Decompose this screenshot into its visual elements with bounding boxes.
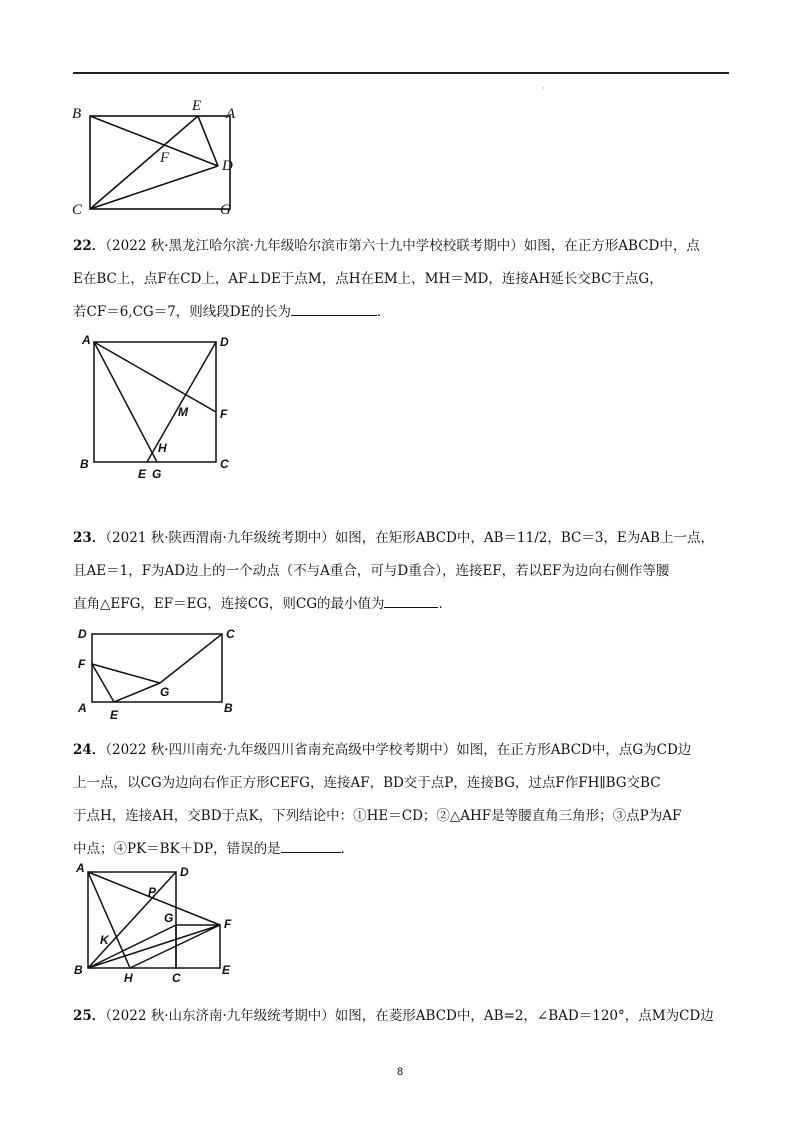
q22-line2: E在BC上，点F在CD上，AF⊥DE于点M，点H在EM上，MH＝MD，连接AH延长交BC于点G， bbox=[73, 271, 663, 287]
header-rule bbox=[73, 72, 729, 74]
scan-mark: · bbox=[542, 84, 545, 93]
label-h: H bbox=[158, 441, 167, 455]
q23-number: 23． bbox=[73, 530, 106, 546]
label-k: K bbox=[100, 933, 109, 947]
label-d: D bbox=[222, 158, 233, 174]
q23-text3: 直角△EFG，EF＝EG，连接CG，则CG的最小值为 bbox=[73, 596, 385, 612]
q22-line1 bbox=[73, 230, 733, 263]
label-m: M bbox=[178, 405, 188, 419]
question-25 bbox=[73, 1000, 733, 1033]
label-f: F bbox=[78, 657, 86, 671]
label-b: B bbox=[74, 963, 83, 977]
label-d: D bbox=[220, 335, 229, 349]
label-a: A bbox=[226, 106, 236, 122]
q24-line2: 上一点，以CG为边向右作正方形CEFG，连接AF，BD交于点P，连接BG，过点F作FH∥BG交BC bbox=[73, 775, 661, 791]
q24-number: 24． bbox=[73, 742, 106, 758]
figure-q21 bbox=[68, 96, 248, 221]
q22-source: （2022 秋·黑龙江哈尔滨·九年级哈尔滨市第六十九中学校校联考期中） bbox=[105, 238, 524, 254]
label-b: B bbox=[72, 106, 82, 122]
label-g: G bbox=[164, 911, 174, 925]
label-g: G bbox=[152, 467, 162, 481]
label-e: E bbox=[222, 963, 231, 977]
label-e: E bbox=[138, 467, 147, 481]
q23-line1 bbox=[73, 522, 733, 555]
q23-text1: 如图，在矩形ABCD中，AB＝11/2，BC＝3，E为AB上一点， bbox=[334, 530, 714, 546]
figure-q24 bbox=[72, 862, 252, 987]
label-d: D bbox=[180, 865, 189, 879]
q25-source: （2022 秋·山东济南·九年级统考期中） bbox=[105, 1008, 335, 1024]
q24-text1: 如图，在正方形ABCD中，点G为CD边 bbox=[456, 742, 692, 758]
page-number: 8 bbox=[396, 1066, 404, 1078]
label-a: A bbox=[82, 333, 91, 347]
q25-line1 bbox=[73, 1000, 733, 1033]
label-c: C bbox=[220, 457, 229, 471]
label-c: C bbox=[172, 971, 181, 985]
label-b: B bbox=[80, 457, 89, 471]
label-c: C bbox=[226, 627, 235, 641]
label-g: G bbox=[220, 202, 231, 218]
q22-number: 22． bbox=[73, 238, 106, 254]
question-24 bbox=[73, 734, 733, 866]
q23-line2: 且AE＝1，F为AD边上的一个动点（不与A重合，可与D重合），连接EF，若以EF为边向右侧作等腰 bbox=[73, 563, 670, 579]
label-a: A bbox=[78, 701, 87, 715]
q23-period: ． bbox=[438, 596, 452, 612]
label-g: G bbox=[160, 685, 170, 699]
label-p: P bbox=[148, 885, 157, 899]
answer-blank[interactable] bbox=[291, 301, 377, 316]
q24-line1 bbox=[73, 734, 733, 767]
answer-blank[interactable] bbox=[281, 838, 341, 853]
q22-line3 bbox=[73, 296, 733, 329]
question-22 bbox=[73, 230, 733, 329]
q24-line3: 于点H，连接AH，交BD于点K，下列结论中：①HE＝CD；②△AHF是等腰直角三角形；③点P为AF bbox=[73, 808, 682, 824]
label-f: F bbox=[160, 150, 170, 166]
q22-period: ． bbox=[376, 304, 391, 320]
q25-text1: 如图，在菱形ABCD中，AB=2，∠BAD＝120°，点M为CD边 bbox=[334, 1008, 714, 1024]
label-b: B bbox=[224, 701, 233, 715]
label-c: C bbox=[72, 202, 83, 218]
q23-source: （2021 秋·陕西渭南·九年级统考期中） bbox=[105, 530, 335, 546]
q22-text1: 如图，在正方形ABCD中，点 bbox=[523, 238, 700, 254]
label-e: E bbox=[110, 708, 119, 722]
label-e: E bbox=[192, 98, 202, 114]
q25-number: 25． bbox=[73, 1008, 106, 1024]
q22-text3: 若CF＝6,CG＝7，则线段DE的长为 bbox=[73, 304, 291, 320]
q24-period: ． bbox=[340, 841, 355, 857]
label-h: H bbox=[124, 971, 133, 985]
label-d: D bbox=[78, 627, 87, 641]
q23-line3 bbox=[73, 588, 733, 621]
figure-q23 bbox=[74, 622, 254, 722]
label-f: F bbox=[220, 407, 228, 421]
question-23 bbox=[73, 522, 733, 621]
label-a: A bbox=[76, 861, 85, 875]
q24-text4: 中点；④PK＝BK＋DP，错误的是 bbox=[73, 841, 281, 857]
answer-blank[interactable] bbox=[384, 593, 438, 608]
figure-q22 bbox=[70, 330, 240, 480]
label-f: F bbox=[224, 917, 232, 931]
q24-source: （2022 秋·四川南充·九年级四川省南充高级中学校考期中） bbox=[105, 742, 457, 758]
